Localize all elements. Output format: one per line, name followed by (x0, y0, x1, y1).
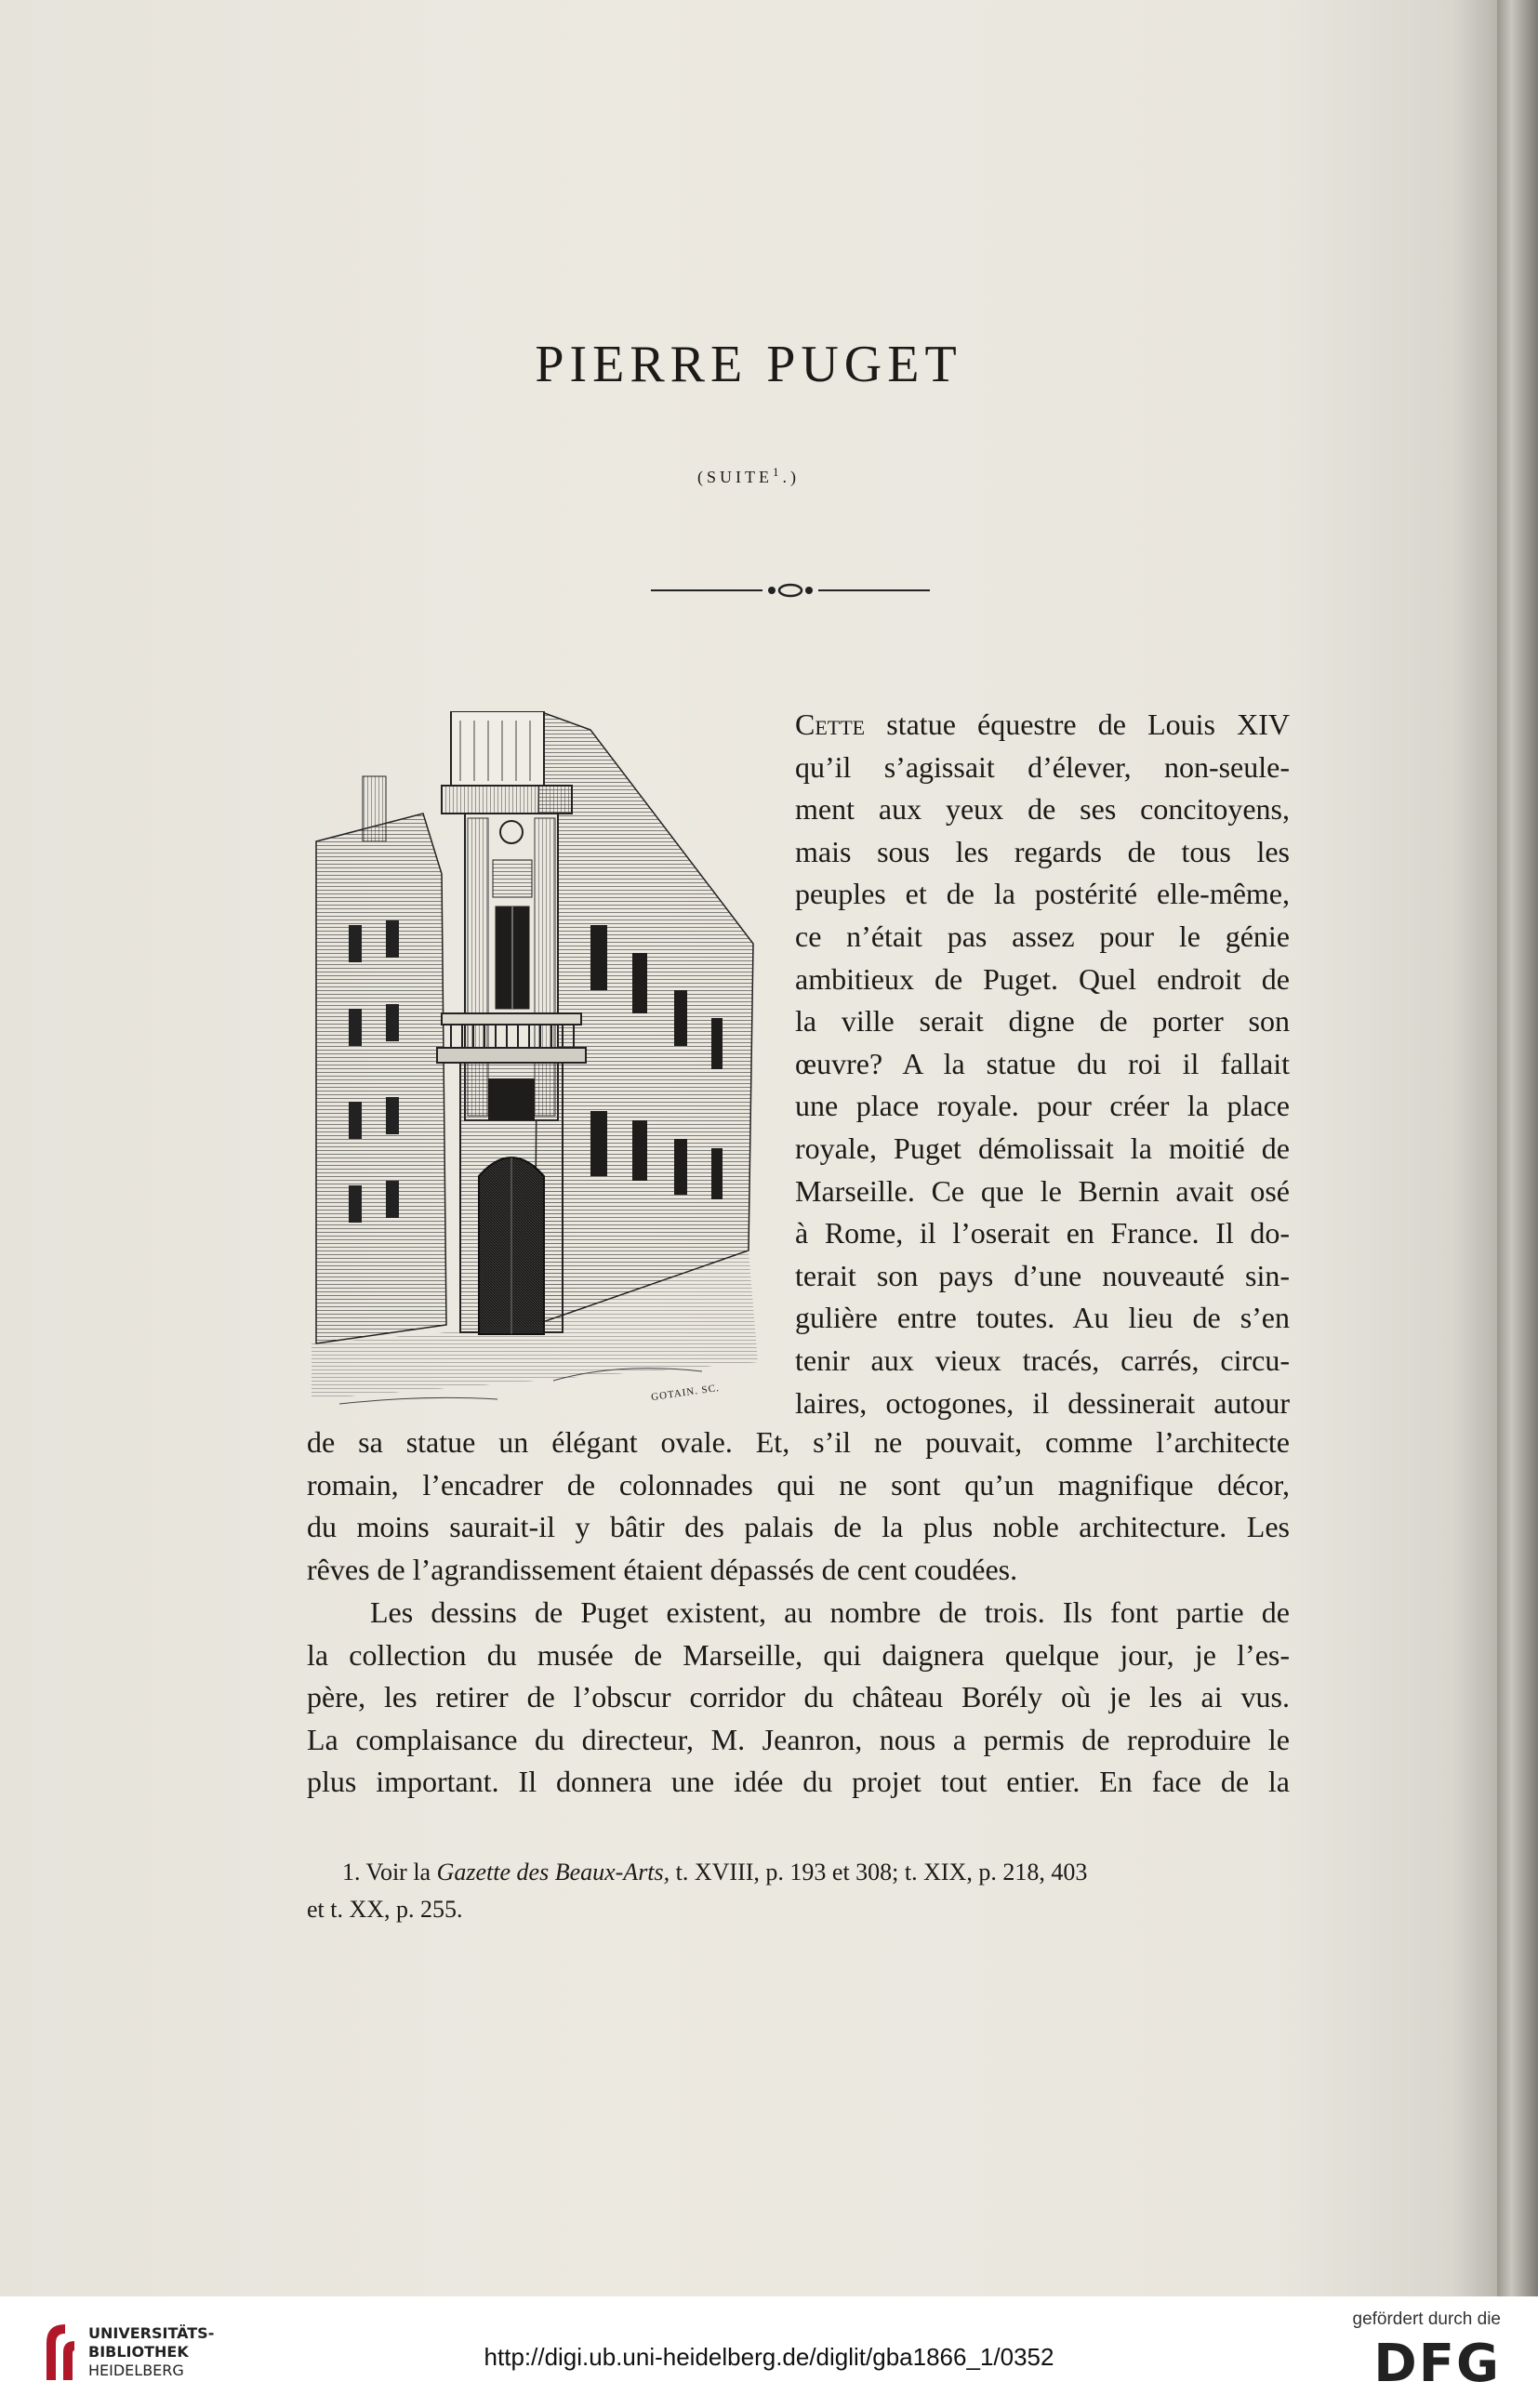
text-line: La complaisance du directeur, M. Jeanron, nous a permis de reproduire le (307, 1722, 1290, 1756)
footnote-text: 1. Voir la (342, 1859, 437, 1885)
footnote-journal: Gazette des Beaux-Arts, (436, 1859, 670, 1885)
full-width-text (307, 1422, 1290, 1591)
second-paragraph (307, 1592, 1290, 1804)
text-line: à Rome, il l’oserait en France. Il do- (795, 1216, 1290, 1250)
text-line: rêves de l’agrandissement étaient dépassés de cent coudées. (307, 1552, 1018, 1586)
dropcap-word: Cette (795, 708, 866, 741)
text-line: terait son pays d’une nouveauté sin- (795, 1258, 1290, 1292)
text-line: tenir aux vieux tracés, carrés, circu- (795, 1343, 1290, 1377)
subtitle-close: .) (782, 468, 800, 486)
text-line: peuples et de la postérité elle-même, (795, 877, 1290, 911)
text-line: Marseille. Ce que le Bernin avait osé (795, 1173, 1290, 1208)
text-line: de sa statue un élégant ovale. Et, s’il ne pouvait, comme l’architecte (307, 1425, 1290, 1459)
text-line: œuvre? A la statue du roi il fallait (795, 1046, 1290, 1080)
text-line: gulière entre toutes. Au lieu de s’en (795, 1301, 1290, 1335)
engraver-signature: GOTAIN. SC. (650, 1382, 721, 1404)
text-line: la collection du musée de Marseille, qui daignera quelque jour, je l’es- (307, 1637, 1290, 1672)
title-ornament (651, 576, 930, 604)
footnote-text: t. XVIII, p. 193 et 308; t. XIX, p. 218, 403 (670, 1859, 1088, 1885)
footnote-mark: 1 (773, 465, 783, 479)
dfg-logo: DFG (1373, 2334, 1501, 2394)
footnote (307, 1854, 1290, 1928)
text-line: du moins saurait-il y bâtir des palais de la plus noble architecture. Les (307, 1510, 1290, 1544)
library-name-line: UNIVERSITÄTS- (88, 2324, 215, 2342)
text-line: laires, octogones, il dessinerait autour (795, 1385, 1290, 1420)
page-title: PIERRE PUGET (535, 336, 962, 393)
footnote-line-2: et t. XX, p. 255. (307, 1896, 463, 1923)
text-line: qu’il s’agissait d’élever, non-seule- (795, 749, 1290, 784)
text-line: romain, l’encadrer de colonnades qui ne sont qu’un magnifique décor, (307, 1467, 1290, 1502)
text-line: plus important. Il donnera une idée du projet tout entier. En face de la (307, 1765, 1290, 1799)
text-line-first-rest: statue équestre de Louis XIV (886, 708, 1291, 741)
library-name-line: HEIDELBERG (88, 2362, 184, 2379)
text-line: ambitieux de Puget. Quel endroit de (795, 961, 1290, 996)
library-name-line: BIBLIOTHEK (88, 2343, 189, 2361)
text-line-first (795, 704, 1290, 747)
text-line: royale, Puget démolissait la moitié de (795, 1131, 1290, 1165)
book-gutter (1497, 0, 1538, 2296)
wrapped-column-text (795, 704, 1290, 1424)
funded-by-label: gefördert durch die (1352, 2309, 1501, 2329)
text-line: Les dessins de Puget existent, au nombre de trois. Ils font partie de (370, 1595, 1290, 1629)
subtitle-text: (SUITE (697, 468, 773, 486)
building-engraving (312, 711, 767, 1427)
subtitle (0, 465, 1497, 487)
text-line: père, les retirer de l’obscur corridor du château Borély où je les ai vus. (307, 1680, 1290, 1714)
footnote-line-1 (307, 1854, 1290, 1891)
text-line: ment aux yeux de ses concitoyens, (795, 792, 1290, 827)
text-line: ce n’était pas assez pour le génie (795, 919, 1290, 953)
text-line: la ville serait digne de porter son (795, 1004, 1290, 1039)
text-line: une place royale. pour créer la place (795, 1089, 1290, 1123)
text-line: mais sous les regards de tous les (795, 834, 1290, 868)
source-url-link[interactable]: http://digi.ub.uni-heidelberg.de/diglit/gba1866_1/0352 (484, 2343, 1054, 2371)
